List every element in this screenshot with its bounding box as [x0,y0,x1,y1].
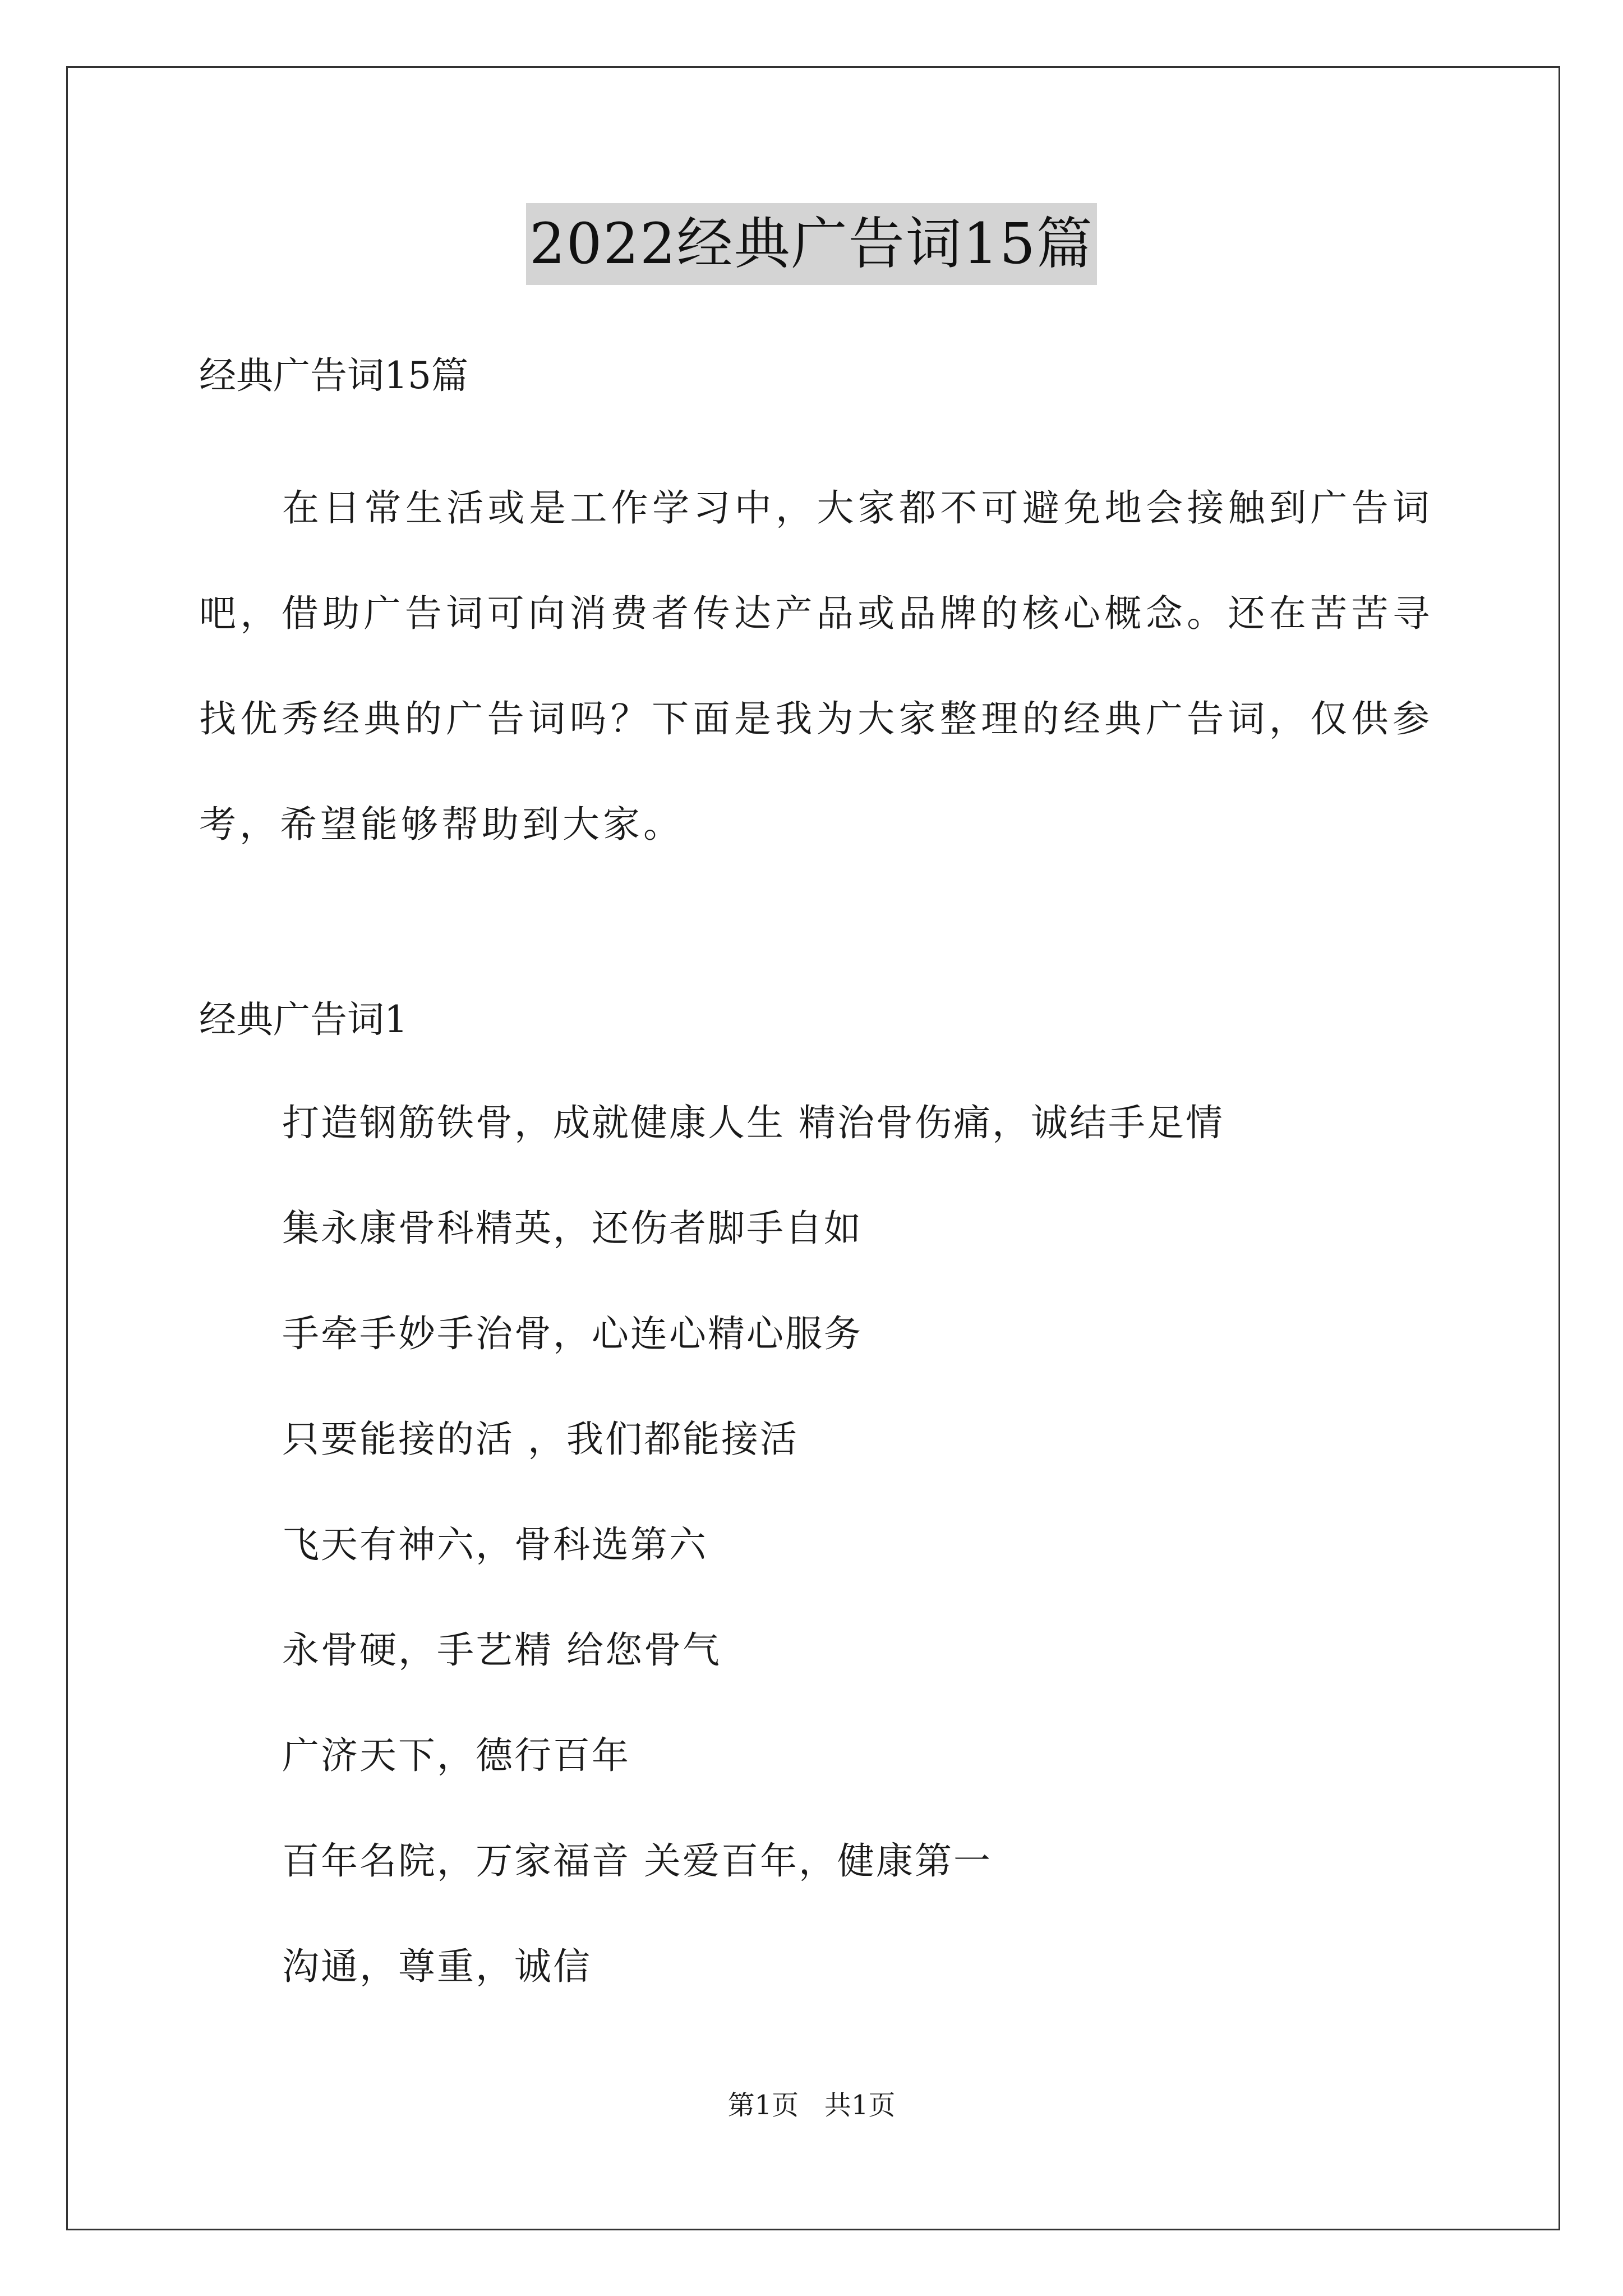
slogan-line: 打造钢筋铁骨，成就健康人生 精治骨伤痛，诚结手足情 [282,1101,1224,1144]
slogan-line: 百年名院，万家福音 关爱百年，健康第一 [282,1839,992,1883]
slogan-list [282,1095,1224,2044]
slogan-line: 沟通，尊重，诚信 [282,1945,592,1988]
document-title: 2022经典广告词15篇 [526,203,1097,285]
slogan-line: 集永康骨科精英，还伤者脚手自如 [282,1207,863,1250]
slogan-line: 永骨硬，手艺精 给您骨气 [282,1628,721,1672]
title-container [0,203,1623,285]
slogan-line: 手牵手妙手治骨，心连心精心服务 [282,1312,863,1355]
slogan-line: 广济天下，德行百年 [282,1734,630,1777]
slogan-line: 飞天有神六，骨科选第六 [282,1523,708,1566]
section-heading: 经典广告词1 [199,998,408,1041]
slogan-line: 只要能接的活 ，我们都能接活 [282,1418,799,1461]
page-number-footer: 第1页 共1页 [727,2090,896,2121]
intro-paragraph: 在日常生活或是工作学习中，大家都不可避免地会接触到广告词吧，借助广告词可向消费者传达产品或品牌的核心概念。还在苦苦寻找优秀经典的广告词吗？下面是我为大家整理的经典广告词，仅供参考，希望能够帮助到大家。 [199,486,1433,846]
document-subtitle: 经典广告词15篇 [199,354,468,397]
